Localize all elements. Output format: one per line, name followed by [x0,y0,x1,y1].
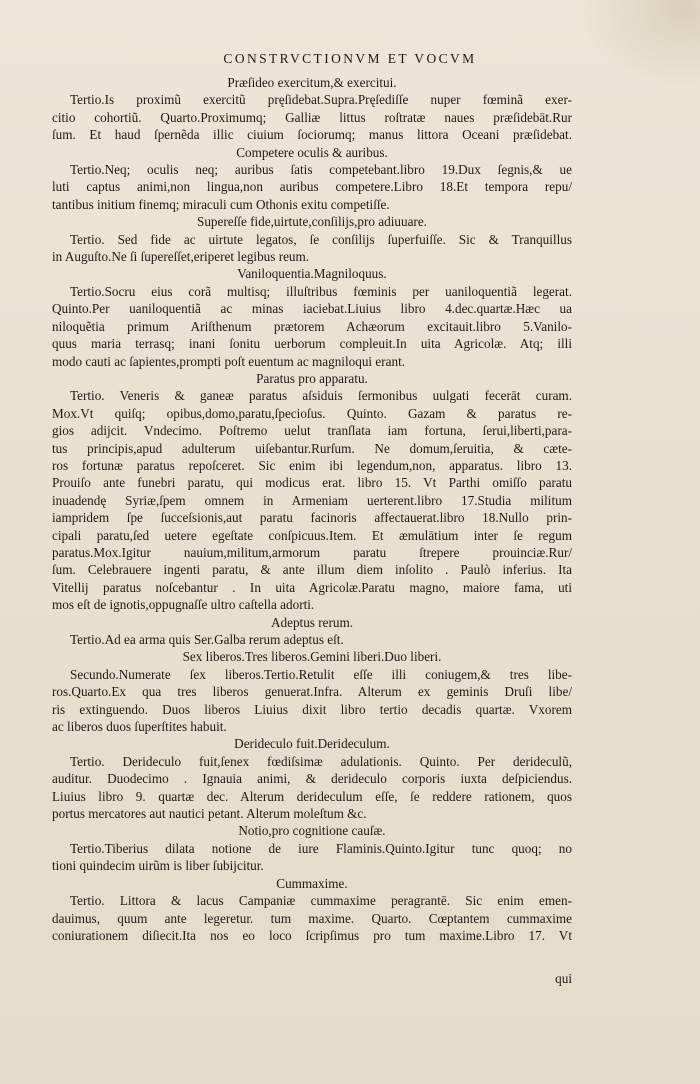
section-heading: Adeptus rerum. [270,614,354,630]
text-line: paratus.Mox.Igitur nauium,militum,armorum paratu ſtrepere prouinciæ.Rur/ [52,544,572,560]
text-line: gios adijcit. Vndecimo. Poſtremo uelut tranſlata iam fortuna, ſerui,liberti,para- [52,423,572,439]
text-line: mos eſt de ignotis,oppugnaſſe ultro caſtella adorti. [52,597,315,613]
catchword: qui [555,971,572,986]
text-line: quus maria terrasq; inani ſonitu uerborum compleuit.In uita Agricolæ. Atq; illi [52,336,572,352]
section-heading: Vaniloquentia.Magniloquus. [237,266,387,282]
text-line: iampridem ſpe ſucceſsionis,aut paratu facinoris affectauerat.libro 18.Nullo prin- [52,510,572,526]
running-header: CONSTRVCTIONVM ET VOCVM [223,51,477,66]
text-line: niloquẽtia primum Ariſthenum prætorem Achæorum excitauit.libro 5.Vanilo- [52,318,572,334]
text-line: Prouiſo ante funebri paratu, qui modicus erat. libro 15. Vt Parthi omiſſo paratu [52,475,572,491]
text-line: Mox.Vt quiſq; opibus,domo,paratu,ſpecioſus. Quinto. Gazam & paratus re- [52,405,572,421]
text-line: Secundo.Numerate ſex liberos.Tertio.Retulit eſſe illi coniugem,& tres libe- [70,666,572,682]
text-line: dauimus, quum ante legeretur. tum maxime. Quarto. Cœptantem cummaxime [52,910,572,926]
text-line: coniurationem diſiecit.Ita nos eo loco ſcripſimus pro tum maxime.Libro 17. Vt [52,927,572,943]
section-heading: Paratus pro apparatu. [256,370,368,386]
text-line: Tertio. Derideculo fuit,ſenex fœdiſsimæ adulationis. Quinto. Per derideculũ, [70,753,572,769]
section-heading: Sex liberos.Tres liberos.Gemini liberi.Duo liberi. [182,649,442,665]
text-line: tantibus initium finemq; miraculi cum Othonis exitu competiſſe. [52,196,390,212]
text-line: ros fortunæ paratus repoſceret. Sic enim ibi legendum,non, apparatus. libro 13. [52,457,572,473]
text-line: ris extinguendo. Duos liberos Liuius dixit libro tertio decadis quartæ. Vxorem [52,701,572,717]
text-line: Vitellij paratus noſcebantur . In uita Agricolæ.Paratu magno, maiore fama, uti [52,579,572,595]
text-line: Tertio.Tiberius dilata notione de iure Flaminis.Quinto.Igitur tunc quoq; no [70,840,572,856]
text-line: Tertio. Littora & lacus Campaniæ cummaxime peragrantē. Sic enim emen- [70,893,572,909]
text-line: citio cohortiũ. Quarto.Proximumq; Galliæ littus roſtratæ naues præſidebāt.Rur [52,109,572,125]
text-line: portus mercatores aut nautici petant. Alterum moleſtum &c. [52,806,367,822]
text-line: Tertio. Veneris & ganeæ paratus aſsiduis ſermonibus uulgati fecerāt curam. [70,388,572,404]
section-heading: Supereſſe fide,uirtute,conſilijs,pro adiuuare. [197,214,427,230]
section-heading: Derideculo fuit.Derideculum. [234,736,390,752]
section-heading: Notio,pro cognitione cauſæ. [238,823,386,839]
text-line: auditur. Duodecimo . Ignauia animi, & derideculo corporis iuxta deſpiciendus. [52,771,572,787]
section-heading: Præſideo exercitum,& exercitui. [227,75,397,90]
text-line: ſum. Et haud ſpernẽda illic ciuium ſociorumq; manus littora Oceani præſidebat. [52,127,572,143]
page-stain [580,0,700,90]
text-line: in Auguſto.Ne ſi ſupereſſet,eriperet legibus reum. [52,249,310,265]
text-line: tioni quindecim uirũm is liber ſubijcitur. [52,858,264,874]
text-line: ſum. Celebrauere ingenti paratu, & ante illum diem inſolito . Paulò inferius. Ita [52,562,572,578]
text-line: Tertio.Is proximũ exercitũ pręſidebat.Supra.Pręſediſſe nuper fœminã exer- [70,92,572,108]
text-line: ros.Quarto.Ex qua tres liberos genuerat.Infra. Alterum ex geminis Druſi libe/ [52,684,572,700]
text-line: inuadendę Syriæ,ſpem omnem in Armeniam uerterent.libro 17.Studia militum [52,492,572,508]
text-block [52,74,572,944]
text-line: ac liberos duos ſuperſtites habuit. [52,719,227,735]
text-line: cipali paratu,ſed uetere egeſtate conſpicuus.Item. Et æmulātium inter ſe regum [52,527,572,543]
text-line: tus principis,apud adulterum uiſebantur.Rurſum. Ne domum,ſeruitia, & cæte- [52,440,572,456]
text-line: Tertio.Neq; oculis neq; auribus ſatis competebant.libro 19.Dux ſegnis,& ue [70,162,572,178]
text-line: Tertio. Sed fide ac uirtute legatos, ſe conſilijs ſuperfuiſſe. Sic & Tranquillus [70,231,572,247]
text-line: Tertio.Ad ea arma quis Ser.Galba rerum adeptus eſt. [70,632,344,647]
section-heading: Competere oculis & auribus. [236,144,388,160]
text-line: Liuius libro 9. quartæ dec. Alterum derideculum eſſe, ſe reddere rationem, quos [52,788,572,804]
text-line: Quinto.Per uaniloquentiã ac minas iaciebat.Liuius libro 4.dec.quartæ.Hæc ua [52,301,572,317]
text-line: modo cauti ac ſapientes,prompti poſt euentum ac magniloqui erant. [52,353,406,369]
section-heading: Cummaxime. [276,875,348,891]
text-line: luti captus animi,non lingua,non auribus competere.Libro 18.Et tempora repu/ [52,179,572,195]
text-line: Tertio.Socru eius corã multisq; illuſtribus fœminis per uaniloquentiã legerat. [70,283,572,299]
